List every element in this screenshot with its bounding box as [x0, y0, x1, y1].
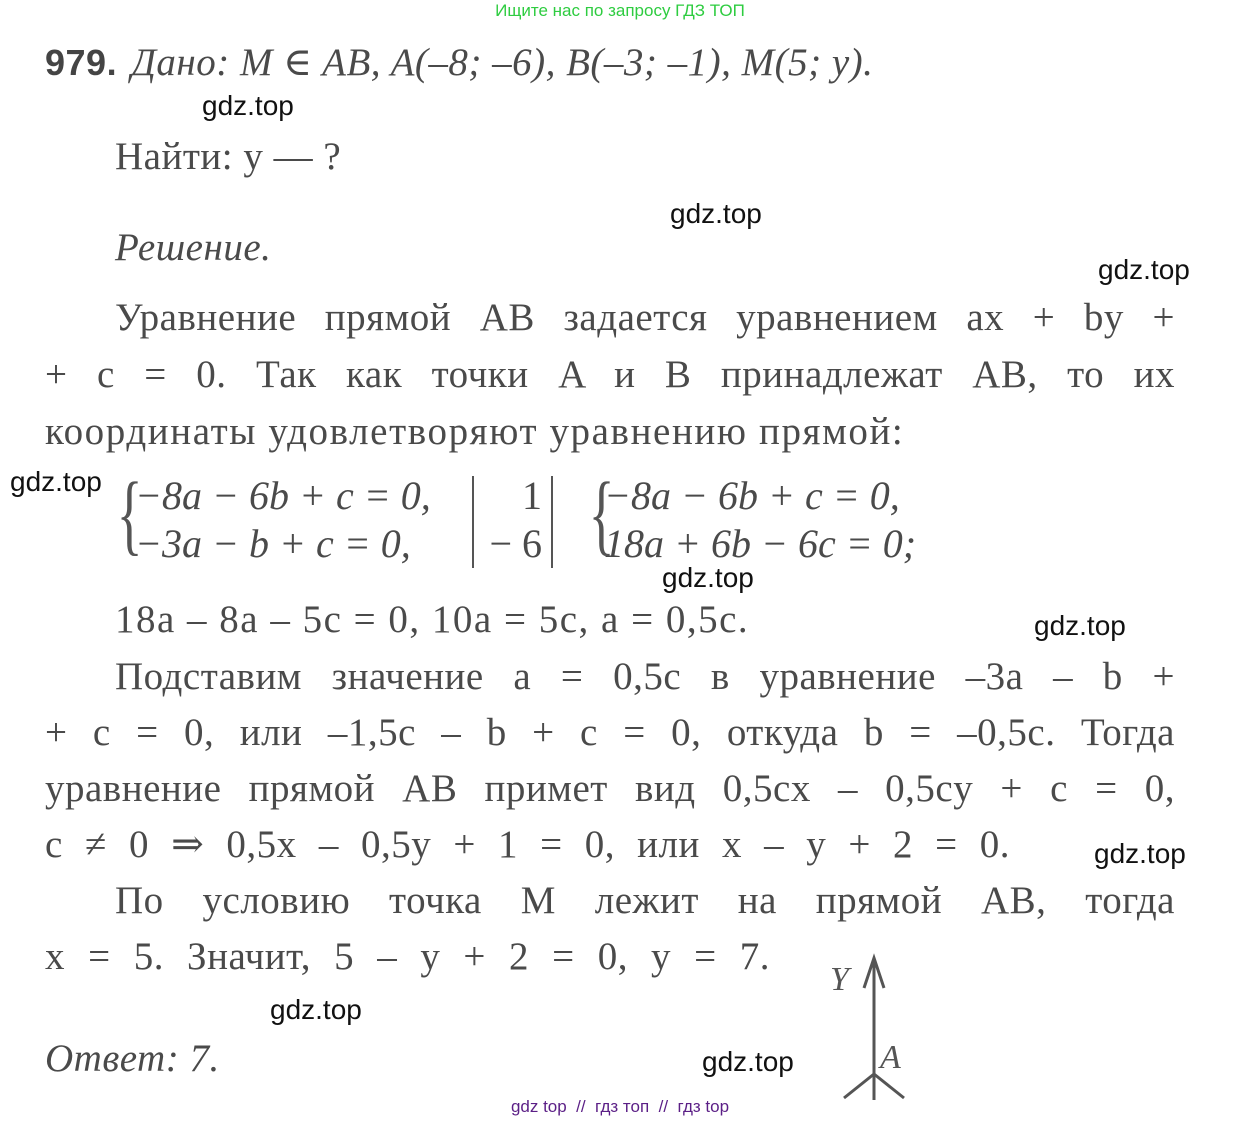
divider-bar — [472, 476, 474, 568]
coordinate-figure — [820, 950, 920, 1100]
system-left-eq1: −8a − 6b + c = 0, — [135, 473, 431, 518]
text-line: Подставим значение a = 0,5c в уравнение –3a – b + — [115, 655, 1175, 698]
text-line: x = 5. Значит, 5 – y + 2 = 0, y = 7. — [45, 935, 770, 978]
axis-label: Y — [830, 961, 849, 998]
watermark: gdz.top — [270, 994, 362, 1025]
multiplier-1: 1 — [522, 473, 542, 518]
watermark: gdz.top — [702, 1046, 794, 1077]
watermark: gdz.top — [662, 562, 754, 593]
system-left-eq2: −3a − b + c = 0, — [135, 521, 411, 566]
text-line: 18a – 8a – 5c = 0, 10a = 5c, a = 0,5c. — [115, 598, 750, 641]
divider-bar — [551, 476, 553, 568]
bottom-banner[interactable]: gdz top // гдз топ // гдз top — [510, 1097, 730, 1116]
text-line: c ≠ 0 ⇒ 0,5x – 0,5y + 1 = 0, или x – y + 2 = 0. — [45, 823, 1010, 866]
watermark: gdz.top — [10, 466, 102, 497]
watermark: gdz.top — [670, 198, 762, 229]
top-banner[interactable]: Ищите нас по запросу ГДЗ ТОП — [495, 1, 745, 20]
text-line: координаты удовлетворяют уравнению прямой: — [45, 410, 905, 453]
solution-heading: Решение. — [115, 226, 272, 269]
text-line: По условию точка M лежит на прямой AB, тогда — [115, 879, 1175, 922]
text-line: + c = 0, или –1,5c – b + c = 0, откуда b = –0,5c. Тогда — [45, 711, 1175, 754]
left-brace: { — [116, 465, 143, 564]
text-line: уравнение прямой AB примет вид 0,5cx – 0,5cy + c = 0, — [45, 767, 1175, 810]
find-line: Найти: y — ? — [115, 135, 342, 178]
problem-number: 979. — [45, 42, 118, 83]
watermark: gdz.top — [1034, 610, 1126, 641]
point-label: A — [880, 1039, 901, 1076]
watermark: gdz.top — [1098, 254, 1190, 285]
answer: Ответ: 7. — [45, 1037, 220, 1080]
text-line: Уравнение прямой AB задается уравнением ax + by + — [115, 296, 1175, 339]
watermark: gdz.top — [1094, 838, 1186, 869]
text-line: + c = 0. Так как точки A и B принадлежат AB, то их — [45, 353, 1175, 396]
watermark: gdz.top — [202, 90, 294, 121]
system-right-eq2: 18a + 6b − 6c = 0; — [604, 521, 917, 566]
right-brace: { — [588, 465, 615, 564]
multiplier-2: − 6 — [489, 521, 542, 566]
given-text: Дано: M ∈ AB, A(–8; –6), B(–3; –1), M(5; y). — [131, 41, 874, 84]
given-line — [45, 40, 873, 86]
system-right-eq1: −8a − 6b + c = 0, — [604, 473, 900, 518]
